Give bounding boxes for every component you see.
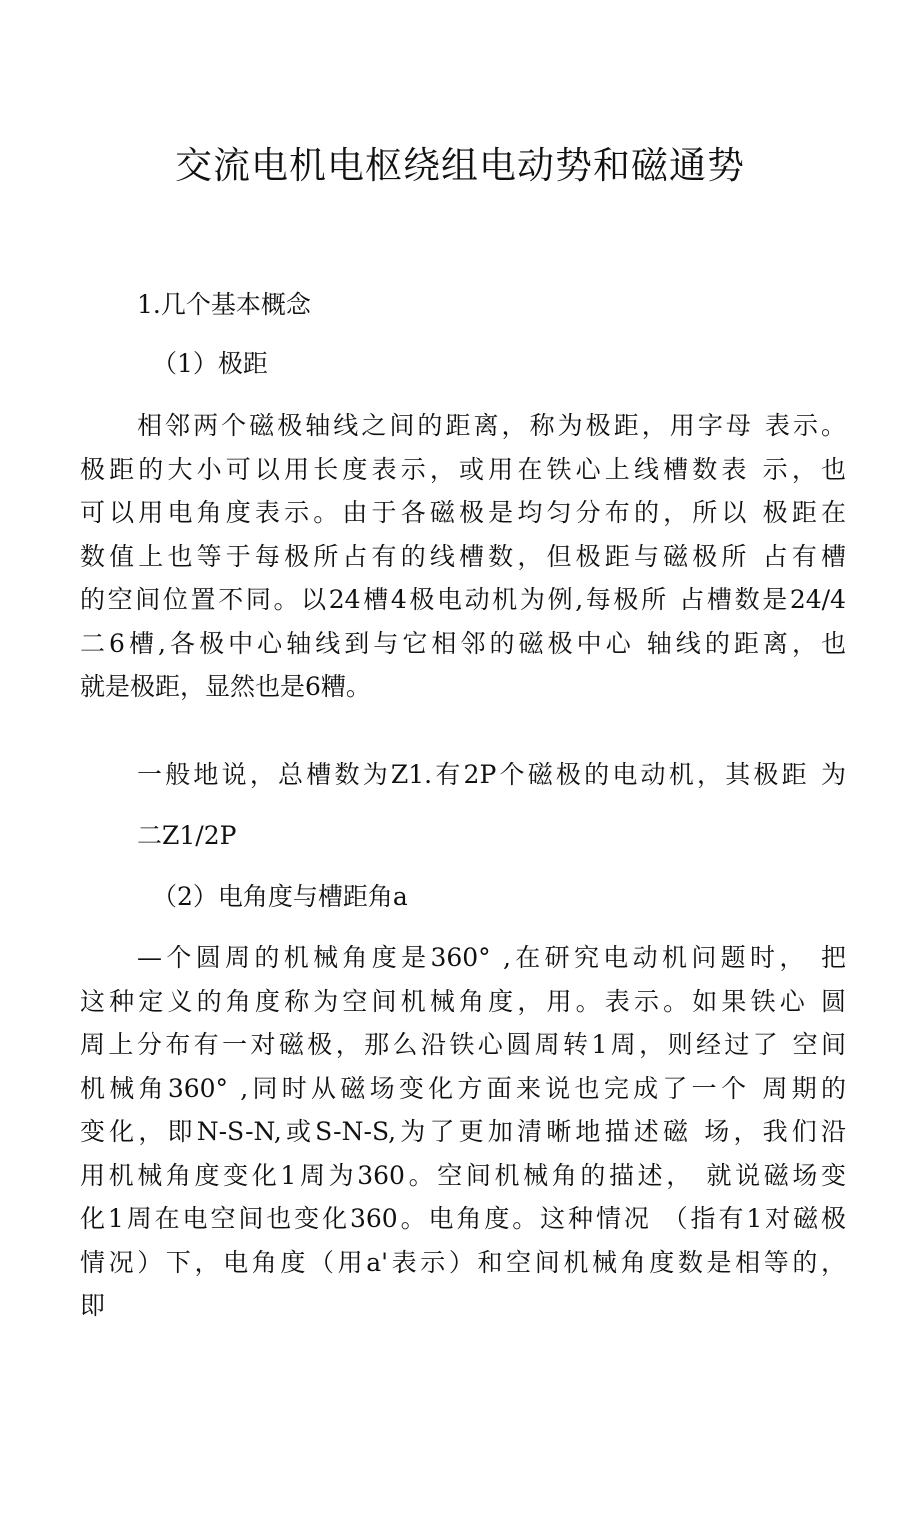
- section-heading-basic-concepts: 1.几个基本概念: [137, 290, 311, 319]
- text-line: 可以用电角度表示。由于各磁极是均匀分布的，所以 极距在: [80, 498, 846, 527]
- text-line: 用机械角度变化1周为360。空间机械角的描述， 就说磁场变: [80, 1160, 846, 1190]
- text-line: 的空间位置不同。以24槽4极电动机为例,每极所 占槽数是24/4: [80, 585, 846, 614]
- text-line: 机械角360° ,同时从磁场变化方面来说也完成了一个 周期的: [80, 1073, 846, 1103]
- paragraph-electrical-angle-definition: [80, 936, 846, 1328]
- text-line: 情况）下，电角度（用a'表示）和空间机械角度数是相等的，: [80, 1247, 846, 1277]
- text-line: 周上分布有一对磁极，那么沿铁心圆周转1周，则经过了 空间: [80, 1030, 846, 1059]
- text-line: 即: [80, 1291, 106, 1320]
- text-line: 就是极距，显然也是6糟。: [80, 672, 371, 701]
- subsection-heading-pole-pitch: （1）极距: [152, 349, 268, 378]
- text-line: 相邻两个磁极轴线之间的距离，称为极距，用字母 表示。: [137, 411, 846, 440]
- paragraph-pole-pitch-formula: 一般地说，总槽数为Z1.有2P个磁极的电动机，其极距 为: [137, 760, 846, 789]
- text-line: —个圆周的机械角度是360° ,在研究电动机问题时， 把: [137, 943, 846, 972]
- text-line: 化1周在电空间也变化360。电角度。这种情况 （指有1对磁极: [80, 1204, 846, 1233]
- text-line: 变化，即N-S-N,或S-N-S,为了更加清晰地描述磁 场，我们沿: [80, 1117, 846, 1146]
- text-line: 二6槽,各极中心轴线到与它相邻的磁极中心 轴线的距离，也: [80, 628, 846, 658]
- text-line: 极距的大小可以用长度表示，或用在铁心上线槽数表 示，也: [80, 454, 846, 484]
- document-title: 交流电机电枢绕组电动势和磁通势: [175, 144, 745, 187]
- text-line: 数值上也等于每极所占有的线槽数，但极距与磁极所 占有槽: [80, 541, 846, 571]
- paragraph-pole-pitch-definition: [80, 404, 846, 709]
- text-line: 这种定义的角度称为空间机械角度，用。表示。如果铁心 圆: [80, 986, 846, 1016]
- subsection-heading-electrical-angle: （2）电角度与槽距角a: [152, 882, 408, 911]
- pole-pitch-formula: 二Z1/2P: [137, 821, 237, 850]
